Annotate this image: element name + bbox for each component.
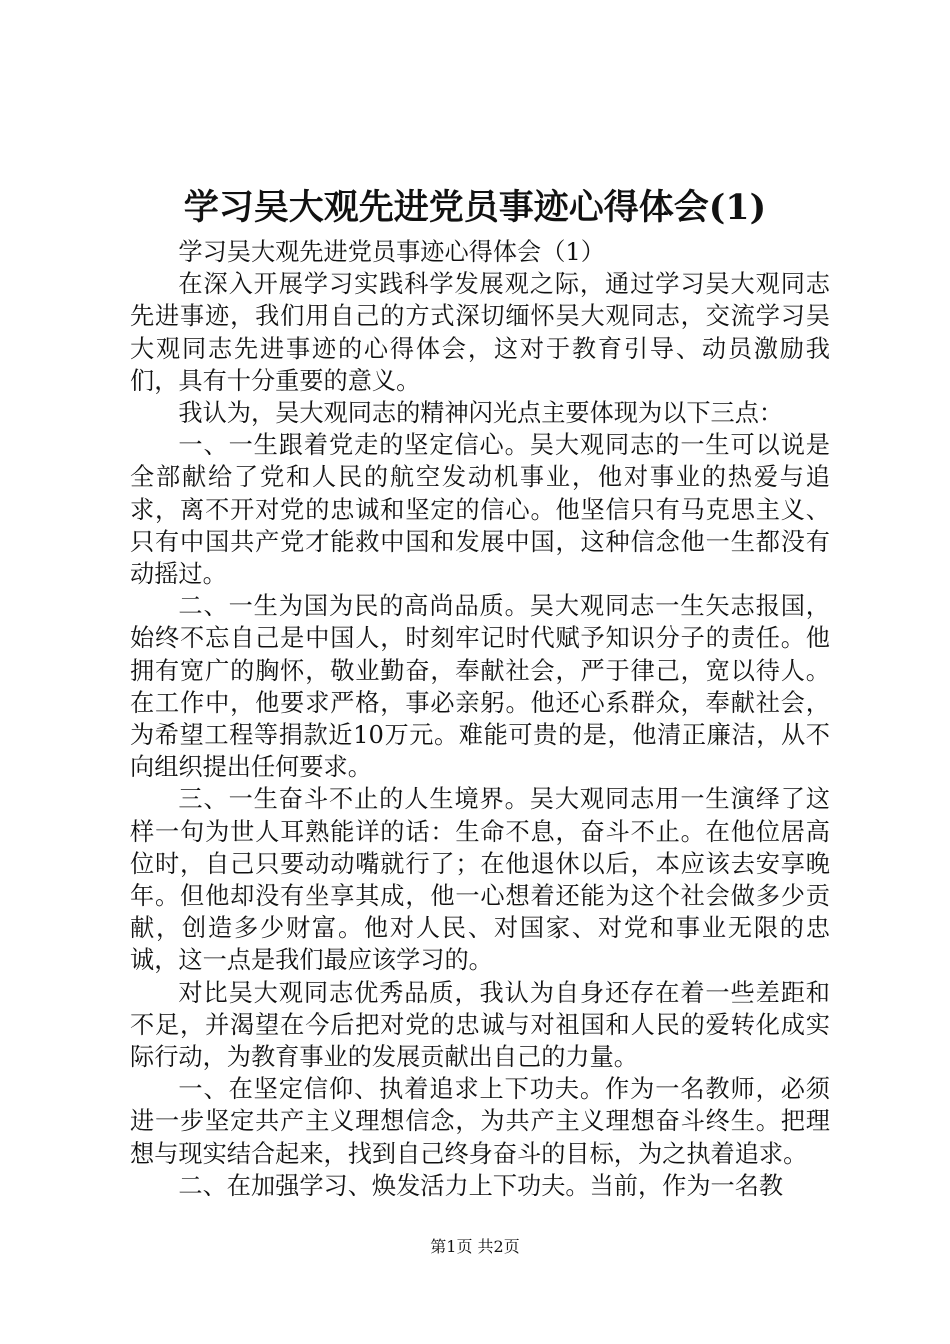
- paragraph: 三、一生奋斗不止的人生境界。吴大观同志用一生演绎了这样一句为世人耳熟能详的话：生命不息，奋斗不止。在他位居高位时，自己只要动动嘴就行了；在他退休以后，本应该去安享晚年。但他却没有坐享其成，他一心想着还能为这个社会做多少贡献，创造多少财富。他对人民、对国家、对党和事业无限的忠诚，这一点是我们最应该学习的。: [130, 785, 830, 975]
- paragraph: 对比吴大观同志优秀品质，我认为自身还存在着一些差距和不足，并渴望在今后把对党的忠诚与对祖国和人民的爱转化成实际行动，为教育事业的发展贡献出自己的力量。: [130, 978, 830, 1072]
- paragraph: 二、一生为国为民的高尚品质。吴大观同志一生矢志报国，始终不忘自己是中国人，时刻牢记时代赋予知识分子的责任。他拥有宽广的胸怀，敬业勤奋，奉献社会，严于律己，宽以待人。在工作中，他要求严格，事必亲躬。他还心系群众，奉献社会，为希望工程等捐款近10万元。难能可贵的是，他清正廉洁，从不向组织提出任何要求。: [130, 592, 830, 782]
- paragraph: 一、在坚定信仰、执着追求上下功夫。作为一名教师，必须进一步坚定共产主义理想信念，为共产主义理想奋斗终生。把理想与现实结合起来，找到自己终身奋斗的目标，为之执着追求。: [130, 1075, 830, 1168]
- paragraph: 二、在加强学习、焕发活力上下功夫。当前，作为一名教: [178, 1171, 784, 1200]
- paragraph: 我认为，吴大观同志的精神闪光点主要体现为以下三点：: [178, 399, 784, 428]
- paragraph: 在深入开展学习实践科学发展观之际，通过学习吴大观同志先进事迹，我们用自己的方式深切缅怀吴大观同志，交流学习吴大观同志先进事迹的心得体会，这对于教育引导、动员激励我们，具有十分重要的意义。: [130, 270, 830, 395]
- page-footer: 第1页 共2页: [430, 1237, 520, 1256]
- document-title: 学习吴大观先进党员事迹心得体会(1): [183, 187, 767, 228]
- paragraph: 学习吴大观先进党员事迹心得体会（1）: [178, 238, 605, 266]
- document-body: [130, 236, 830, 1202]
- paragraph: 一、一生跟着党走的坚定信心。吴大观同志的一生可以说是全部献给了党和人民的航空发动机事业，他对事业的热爱与追求，离不开对党的忠诚和坚定的信心。他坚信只有马克思主义、只有中国共产党才能救中国和发展中国，这种信念他一生都没有动摇过。: [130, 431, 830, 589]
